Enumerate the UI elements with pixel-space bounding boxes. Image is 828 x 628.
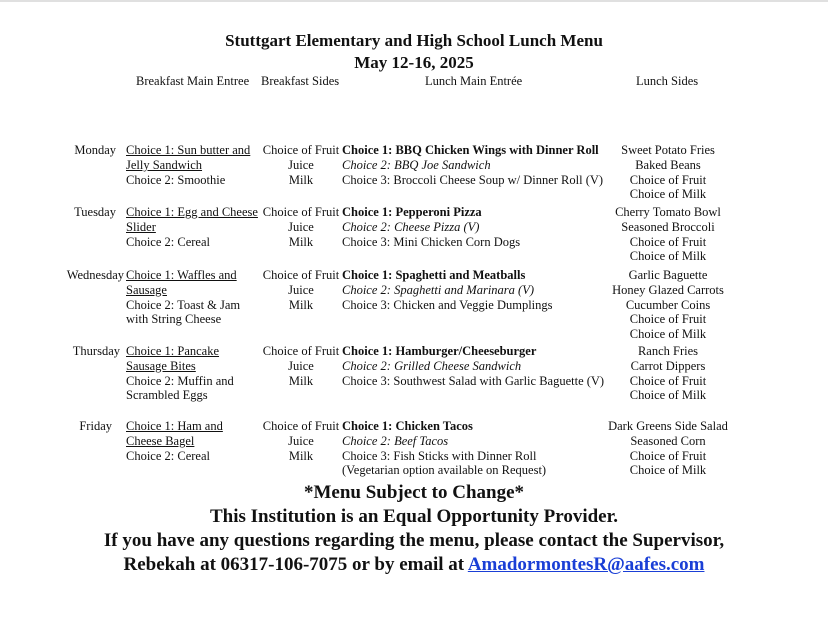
menu-title: Stuttgart Elementary and High School Lunch Menu xyxy=(225,31,603,50)
lunch-choice-1: Choice 1: Pepperoni Pizza xyxy=(342,205,482,219)
lunch-side: Choice of Fruit xyxy=(629,312,707,327)
lunch-choice-3: Choice 3: Chicken and Veggie Dumplings xyxy=(342,297,553,312)
breakfast-side: Choice of Fruit xyxy=(262,205,340,219)
breakfast-side: Milk xyxy=(288,448,314,463)
breakfast-choice-1: Choice 1: Sun butter and Jelly Sandwich xyxy=(126,143,251,172)
lunch-side: Choice of Milk xyxy=(629,249,707,264)
lunch-choice-1: Choice 1: BBQ Chicken Wings with Dinner Roll xyxy=(342,143,599,157)
lunch-choice-2: Choice 2: Beef Tacos xyxy=(342,433,449,448)
lunch-side: Cucumber Coins xyxy=(625,297,711,312)
lunch-choice-2: Choice 2: Cheese Pizza (V) xyxy=(342,219,480,234)
breakfast-side: Juice xyxy=(288,157,314,172)
lunch-choice-1: Choice 1: Hamburger/Cheeseburger xyxy=(342,344,537,358)
lunch-choice-3: Choice 3: Broccoli Cheese Soup w/ Dinner Roll (V) xyxy=(342,172,604,187)
lunch-side: Sweet Potato Fries xyxy=(621,143,715,157)
breakfast-choice-1: Choice 1: Ham and Cheese Bagel xyxy=(126,419,223,448)
lunch-side: Honey Glazed Carrots xyxy=(612,282,724,297)
lunch-side: Garlic Baguette xyxy=(628,268,708,282)
lunch-choice-1: Choice 1: Spaghetti and Meatballs xyxy=(342,268,526,282)
equal-opportunity-notice: This Institution is an Equal Opportunity Provider. xyxy=(209,506,619,527)
lunch-side: Choice of Milk xyxy=(629,388,707,403)
breakfast-choice-2: Choice 2: Smoothie xyxy=(126,172,226,187)
day-label: Monday xyxy=(74,143,116,157)
lunch-side: Cherry Tomato Bowl xyxy=(615,205,721,219)
breakfast-side: Juice xyxy=(288,219,314,234)
email-link[interactable]: AmadormontesR@aafes.com xyxy=(467,554,705,575)
lunch-side: Dark Greens Side Salad xyxy=(608,419,728,433)
breakfast-choice-2: Choice 2: Toast & Jam with String Cheese xyxy=(126,297,241,327)
lunch-side: Choice of Milk xyxy=(629,463,707,478)
lunch-side: Seasoned Corn xyxy=(630,433,706,448)
lunch-side: Seasoned Broccoli xyxy=(621,219,715,234)
breakfast-side: Choice of Fruit xyxy=(262,419,340,433)
lunch-side: Choice of Fruit xyxy=(629,172,707,187)
breakfast-choice-1: Choice 1: Egg and Cheese Slider xyxy=(126,205,258,234)
breakfast-side: Juice xyxy=(288,433,314,448)
breakfast-side: Milk xyxy=(288,172,314,187)
lunch-choice-2: Choice 2: Spaghetti and Marinara (V) xyxy=(342,282,534,297)
lunch-side: Choice of Fruit xyxy=(629,234,707,249)
breakfast-choice-2: Choice 2: Cereal xyxy=(126,448,210,463)
menu-date-range: May 12-16, 2025 xyxy=(354,53,474,72)
breakfast-side: Choice of Fruit xyxy=(262,268,340,282)
lunch-choice-3: Choice 3: Fish Sticks with Dinner Roll xyxy=(342,448,537,463)
breakfast-choice-2: Choice 2: Muffin and Scrambled Eggs xyxy=(126,373,234,403)
breakfast-choice-1: Choice 1: Waffles and Sausage xyxy=(126,268,237,297)
breakfast-choice-2: Choice 2: Cereal xyxy=(126,234,210,249)
lunch-side: Choice of Milk xyxy=(629,187,707,202)
lunch-choice-3: Choice 3: Southwest Salad with Garlic Baguette (V) xyxy=(342,373,605,388)
top-border xyxy=(0,0,828,2)
breakfast-side: Juice xyxy=(288,358,314,373)
contact-line xyxy=(0,553,828,577)
day-label: Friday xyxy=(79,419,112,433)
column-header-breakfast-main: Breakfast Main Entree xyxy=(136,74,250,88)
breakfast-side: Milk xyxy=(288,373,314,388)
lunch-choice-1: Choice 1: Chicken Tacos xyxy=(342,419,473,433)
contact-phone-text: Rebekah at 06317-106-7075 or by email at xyxy=(123,554,468,575)
lunch-side: Choice of Fruit xyxy=(629,448,707,463)
lunch-side: Carrot Dippers xyxy=(630,358,706,373)
breakfast-side: Choice of Fruit xyxy=(262,143,340,157)
lunch-side: Choice of Fruit xyxy=(629,373,707,388)
breakfast-side: Milk xyxy=(288,297,314,312)
breakfast-side: Juice xyxy=(288,282,314,297)
day-label: Thursday xyxy=(72,344,120,358)
column-header-lunch-main: Lunch Main Entrée xyxy=(425,74,523,88)
breakfast-side: Milk xyxy=(288,234,314,249)
day-label: Tuesday xyxy=(74,205,116,219)
breakfast-side: Choice of Fruit xyxy=(262,344,340,358)
column-header-lunch-sides: Lunch Sides xyxy=(636,74,699,88)
menu-change-notice: *Menu Subject to Change* xyxy=(303,482,525,503)
lunch-side: Choice of Milk xyxy=(629,327,707,342)
lunch-side: Ranch Fries xyxy=(637,344,699,358)
lunch-side: Baked Beans xyxy=(635,157,701,172)
contact-notice: If you have any questions regarding the menu, please contact the Supervisor, xyxy=(103,530,725,551)
day-label: Wednesday xyxy=(66,268,124,282)
column-header-breakfast-sides: Breakfast Sides xyxy=(261,74,340,88)
lunch-choice-3: Choice 3: Mini Chicken Corn Dogs xyxy=(342,234,521,249)
lunch-choice-2: Choice 2: Grilled Cheese Sandwich xyxy=(342,358,522,373)
breakfast-choice-1: Choice 1: Pancake Sausage Bites xyxy=(126,344,220,373)
lunch-choice-2: Choice 2: BBQ Joe Sandwich xyxy=(342,157,491,172)
vegetarian-note: (Vegetarian option available on Request) xyxy=(342,463,547,478)
